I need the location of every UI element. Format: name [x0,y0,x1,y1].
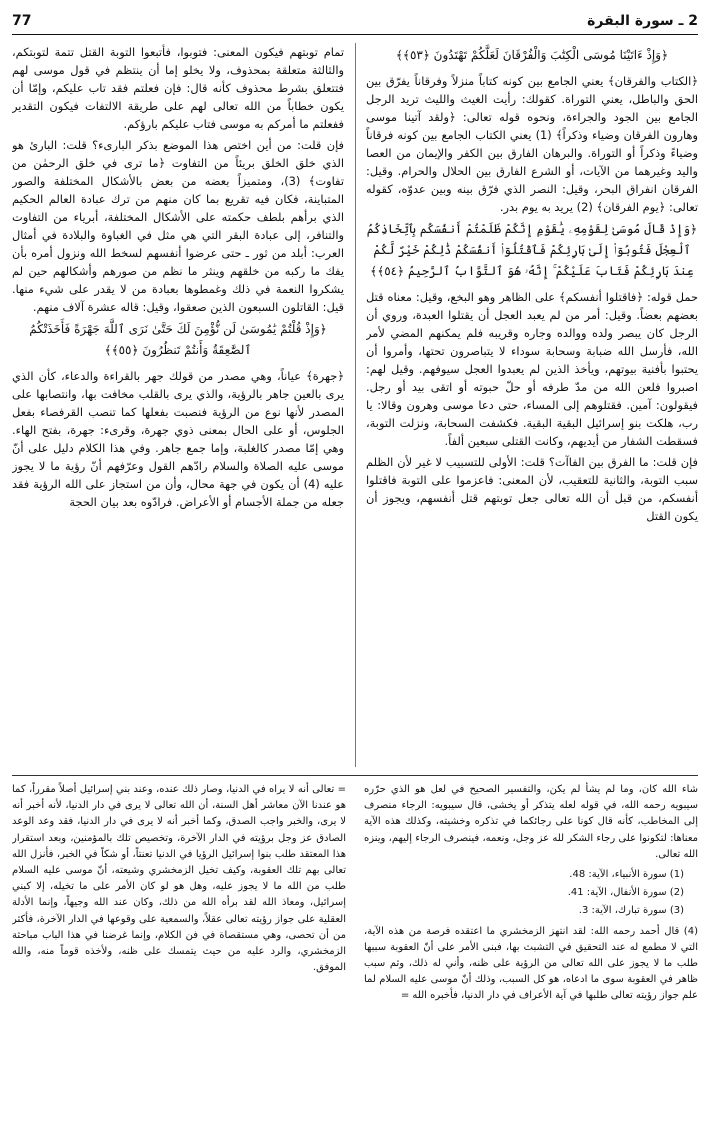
main-text [12,43,698,767]
ayah-55: ﴿وَإِذْ قُلْتُمْ يَٰمُوسَىٰ لَن نُّؤْمِنَ لَكَ حَتَّىٰ نَرَى ٱللَّهَ جَهْرَةً فَأَخَذَتْكُمُ ٱلصَّٰعِقَةُ وَأَنتُمْ تَنظُرُونَ ﴿٥٥﴾﴾ [29,322,327,358]
footnotes [12,782,698,1142]
commentary-paragraph: حمل قوله: ﴿فاقتلوا أنفسكم﴾ على الظاهر وهو البخع، وقيل: معناه قتل بعضهم بعضاً. وقيل: أمر من لم يعبد العجل أن يقتلوا العبدة، وروي أن الرجل كان يبصر ولده ووالده وجاره وقريبه فلم يمكنهم المضي لأمر الله، فأرسل الله ضبابة وسحابة سوداء لا يتباصرون تحتها، وأمروا أن يحتبوا بأفنية بيوتهم، ويأخذ الذين لم يعبدوا العجل سيوفهم. وقيل لهم: اصبروا فلعن الله من مدّ طرفه أو حلّ حبوته أو اتقى بيد أو رجل. فيقولون: آمين. فقتلوهم إلى المساء، حتى دعا موسى وهرون وقالا: يا رب، هلكت بنو إسرائيل البقية البقية. فكشفت السحابة، ونزلت التوبة، فسقطت الشفار من أيديهم، وكانت القتلى سبعين ألفاً. [366,290,698,449]
commentary-paragraph: تمام توبتهم فيكون المعنى: فتوبوا، فأتبعوا التوبة القتل تتمة لتوبتكم، والثالثة متعلقة بمحذوف، ولا يخلو إما أن ينتظم في قول موسى لهم فتتعلق بشرط محذوف كأنه قال: فإن فعلتم فقد تاب عليكم، وإمّا أن يكون خطاباً من الله تعالى لهم على طريقة الالتفات فيكون التقدير ففعلتم ما أمركم به موسى فتاب عليكم بارؤكم. [12,45,344,132]
page-number: 77 [12,13,32,29]
footnotes-left [12,782,346,1142]
commentary-paragraph: فإن قلت: ما الفرق بين الفاآت؟ قلت: الأولى للتسبيب لا غير لأن الظلم سبب التوبة، والثانية للتعقيب، لأن المعنى: فاعزموا على التوبة فاقتلوا أنفسكم، من قبل أن الله تعالى جعل توبتهم قتل أنفسهم، ويجوز أن يكون القتل [366,455,698,524]
footnote-list [364,867,698,920]
column-divider [355,43,356,767]
right-column [366,43,698,767]
footnote-item: (3) سورة تبارك، الآية: 3. [578,905,684,917]
running-title: 2 ـ سورة البقرة [587,13,698,29]
commentary-paragraph: ﴿الكتاب والفرقان﴾ يعني الجامع بين كونه كتاباً منزلاً وفرقاناً يفرّق بين الحق والباطل، يعني التوراة. كقولك: رأيت الغيث والليث تريد الرجل الجامع بين الجود والجراءة، ونحوه قوله تعالى: ﴿ولقد آتينا موسى وهارون الفرقان وضياء وذكراً﴾ (1) يعني الكتاب الجامع بين كونه فرقاناً وضياءً وذكراً أو التوراة. والبرهان الفارق بين الكفر والإيمان من العصا واليد وغيرهما من الآيات، أو الشرع الفارق بين الحلال والحرام. وقيل: الفرقان انفراق البحر، وقيل: النصر الذي فرّق بينه وبين عدوّه، كقوله تعالى: ﴿يوم الفرقان﴾ (2) يريد به يوم بدر. [366,74,698,215]
ayah-53: ﴿وَإِذْ ءَاتَيْنَا مُوسَى الْكِتَٰبَ وَالْفُرْقَانَ لَعَلَّكُمْ تَهْتَدُونَ ﴿٥٣﴾﴾ [395,48,669,62]
commentary-paragraph: فإن قلت: من أين اختص هذا الموضع بذكر البارىء؟ قلت: البارئ هو الذي خلق الخلق بريئاً من التفاوت ﴿ما ترى في خلق الرحمٰن من تفاوت﴾ (3)، ومتميزاً بعضه من بعض بالأشكال المختلفة والصور المتباينة، فكان فيه تقريع بما كان منهم من ترك عبادة العالم الحكيم الذي برأهم بلطف حكمته على الأشكال المختلفة، أبرياء من التفاوت والتنافر، إلى عبادة البقر التي هي مثل في الغباوة والبلادة في أمثال العرب: أبلد من ثور ـ حتى عرضوا أنفسهم لسخط الله ونزول أمره بأن يفك ما ركبه من خلقهم وينثر ما نظم من صورهم وأشكالهم حين لم يشكروا النعمة في ذلك وغمطوها بعبادة من لا يقدر على شيء منها. قيل: القاتلون السبعون الذين صعقوا، وقيل: قاله عشرة آلاف منهم. [12,138,344,315]
footnote-text: شاء الله كان، وما لم يشأ لم يكن، والتفسير الصحيح في لعل هو الذي حرّره سيبويه رحمه الله، في قوله لعله يتذكر أو يخشى، قال سيبويه: الرجاء منصرف إلى المخاطب، كأنه قال كونا على رجائكما في تذكره وخشيته، وكذلك هذه الآية معناها: لتكونوا على رجاء الشكر لله عز وجل، ونعمه، فينصرف الرجاء إليهم، وينزه الله تعالى. [364,784,698,860]
left-column [12,43,344,767]
footnote-text: (4) قال أحمد رحمه الله: لقد انتهز الزمخشري ما اعتقده فرصة من هذه الآية، التي لا مطمع له عند التحقيق في التشبث بها، فبنى الأمر على أنّ العقوبة سببها طلب ما لا يجوز على الله تعالى من الرؤية على ظنه، وأني له ذلك، وثم سبب ظاهر في العقوبة سوى ما ادعاه، هو كل السبب، وذلك أنّ موسى عليه السلام لما علم جواز رؤيته تعالى طلبها في آية الأعراف في دار الدنيا، فأخبره الله = [364,925,698,1002]
footnote-separator [12,775,698,776]
footnote-item: (2) سورة الأنفال، الآية: 41. [567,887,684,899]
ayah-54: ﴿وَإِذْ قَالَ مُوسَىٰ لِقَوْمِهِۦ يَٰقَوْمِ إِنَّكُمْ ظَلَمْتُمْ أَنفُسَكُم بِٱتِّخَاذِكُمُ ٱلْعِجْلَ فَتُوبُوٓا۟ إِلَىٰ بَارِئِكُمْ فَٱقْتُلُوٓا۟ أَنفُسَكُمْ ذَٰلِكُمْ خَيْرٌ لَّكُمْ عِندَ بَارِئِكُمْ فَتَابَ عَلَيْكُمْ ۚ إِنَّهُۥ هُوَ ٱلتَّوَّابُ ٱلرَّحِيمُ ﴿٥٤﴾﴾ [366,222,698,279]
page-header [12,8,698,35]
footnotes-right [364,782,698,1142]
commentary-paragraph: ﴿جهرة﴾ عياناً، وهي مصدر من قولك جهر بالقراءة والدعاء، كأن الذي يرى بالعين جاهر بالرؤية، والذي يرى بالقلب مخافت بها، وانتصابها على المصدر لأنها نوع من الرؤية فنصبت بفعلها كما تنصب القرفصاء بفعل الجلوس، أو على الحال بمعنى ذوي جهرة، وقرىء: جهرة، بفتح الهاء. وهي إمّا مصدر كالغلبة، وإما جمع جاهر. وفي هذا الكلام دليل على أنّ موسى عليه الصلاة والسلام رادّهم القول وعرّفهم أنّ رؤية ما لا يجوز عليه (4) أن يكون في جهة محال، وأن من استجاز على الله الرؤية فقد جعله من جملة الأجسام أو الأعراض. فرادّوه بعد بيان الحجة [12,369,344,510]
footnote-text: = تعالى أنه لا يراه في الدنيا، وصار ذلك عنده، وعند بني إسرائيل أصلاً مقرراً، كما هو عندنا الآن معاشر أهل السنة، أن الله تعالى لا يرى في دار الدنيا، لأنه أخبر أنه لا يرى، والخبر واجب الصدق، وكما أخبر أنه لا يرى في دار الدنيا، فقد وعد الوعد الصادق عز وجل برؤيته في الدار الآخرة، وتخصيص تلك بالمؤمنين، وبعد استقرار هذا المعتقد طلب بنوا إسرائيل الرؤيا في الدنيا تعنتاً، أو شكاً في الخبر، فأنزل الله تعالى بهم تلك العقوبة، وكيف تخيل الزمخشري وشيعته، أنّ موسى عليه السلام طلب من الله ما لا يجوز عليه، وهل هو لو كان الأمر على ما تخيله، إلا كبني إسرائيل، ومعاذ الله لقد برأه الله من ذلك، وكان عند الله وجيهاً، وإنما الأدلة العقلية على جواز رؤيته تعالى عقلاً، والسمعية على وقوعها في الدار الآخرة، فأكثر من أن تحصى، وهي مستقصاة في فن الكلام، وإنما غرضنا في هذا الباب مباحثة الزمخشري، والرد عليه من حيث يتمسك على ظنه، ولأخذه قوماً منه، والله الموفق. [12,784,346,974]
footnote-item: (1) سورة الأنبياء، الآية: 48. [569,868,684,880]
